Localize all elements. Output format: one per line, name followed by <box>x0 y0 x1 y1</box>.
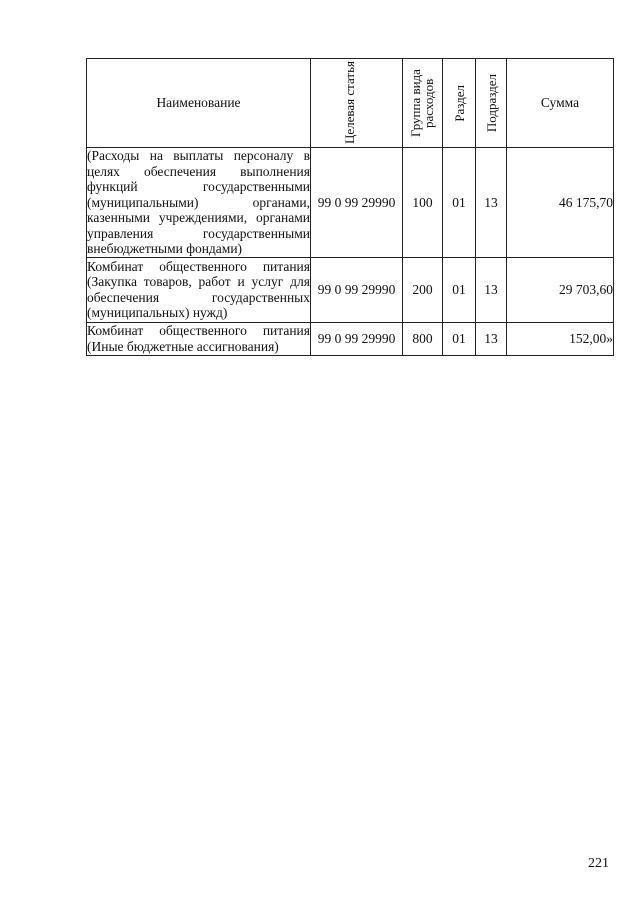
row-amount: 152,00» <box>507 322 614 355</box>
header-name: Наименование <box>87 59 311 148</box>
table-row <box>87 148 614 258</box>
row-amount: 46 175,70 <box>507 148 614 258</box>
row-section: 01 <box>443 148 476 258</box>
table-row <box>87 257 614 322</box>
row-group: 100 <box>403 148 443 258</box>
header-target-label: Целевая статья <box>341 61 357 145</box>
budget-table <box>86 58 614 356</box>
row-section: 01 <box>443 257 476 322</box>
table-header-row <box>87 59 614 148</box>
header-subsection <box>476 59 507 148</box>
row-group: 800 <box>403 322 443 355</box>
row-subsection: 13 <box>476 148 507 258</box>
header-section <box>443 59 476 148</box>
header-group <box>403 59 443 148</box>
row-section: 01 <box>443 322 476 355</box>
header-group-label: Группа вида расходов <box>407 69 436 137</box>
header-amount: Сумма <box>507 59 614 148</box>
page-number: 221 <box>588 856 609 871</box>
table-row <box>87 322 614 355</box>
row-amount: 29 703,60 <box>507 257 614 322</box>
row-target: 99 0 99 29990 <box>311 148 403 258</box>
row-name: Комбинат общественного питания (Закупка товаров, работ и услуг для обеспечения государственных (муниципальных) нужд) <box>87 258 310 320</box>
row-subsection: 13 <box>476 322 507 355</box>
row-target: 99 0 99 29990 <box>311 322 403 355</box>
header-subsection-label: Подраздел <box>483 73 499 133</box>
row-subsection: 13 <box>476 257 507 322</box>
row-group: 200 <box>403 257 443 322</box>
header-target <box>311 59 403 148</box>
header-section-label: Раздел <box>451 84 467 122</box>
row-name: (Расходы на выплаты персоналу в целях обеспечения выполнения функций государственными (муниципальными) органами, казенными учреждениями, органами управления государственными внебюджетными фондами) <box>87 148 310 256</box>
row-name: Комбинат общественного питания (Иные бюджетные ассигнования) <box>87 323 310 354</box>
row-target: 99 0 99 29990 <box>311 257 403 322</box>
